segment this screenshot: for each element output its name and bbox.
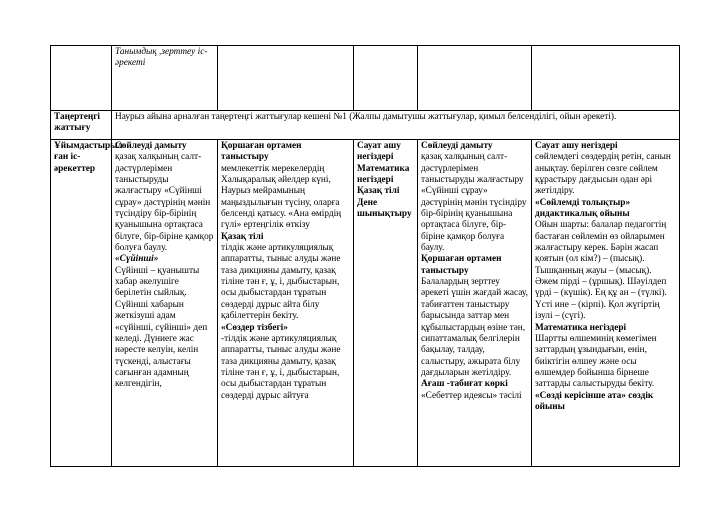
table-cell bbox=[112, 46, 218, 111]
row-label: Таңертеңгі жаттығу bbox=[51, 111, 112, 140]
table-cell bbox=[418, 140, 532, 467]
table-cell bbox=[112, 140, 218, 467]
table-cell bbox=[218, 140, 354, 467]
cell-heading: «Сөйлемді толықтыр» дидактикалық ойыны bbox=[535, 197, 631, 220]
cell-text: Ойын шарты: балалар педагогтің бастаған сөйлемін өз ойларымен жалғастыру керек. Бәрін жасап қоятын (ол кім?) – (пысық). Тышқанның жауы – (мысық). Әжем пірді – (ұршық). Шәуілдеп үрді – (күшік). Ең құ ан – (түлкі). Үсті ине – (кірпі). Қол жүгіртің ізулі – (сүгі). bbox=[535, 220, 667, 322]
table-cell bbox=[354, 46, 418, 111]
cell-heading: Сөйлеуді дамыту bbox=[421, 141, 493, 151]
cell-text: Танымдық ,зерттеу іс-әрекеті bbox=[115, 47, 208, 69]
row-label: Ұйымдастырыл ған іс-әрекеттер bbox=[51, 140, 112, 467]
cell-text: қазақ халқының салт-дәстүрлерімен таныстыруды жалғастыру «Сүйінші сұрау» дәстүрінің мәнін түсіндіру бір-бірінің қуанышына ортақтаса білуге, бір-біріне қамқор болуға баулу. bbox=[115, 152, 214, 254]
cell-text: «Себеттер идеясы» тәсілі bbox=[421, 390, 522, 401]
cell-text: мемлекеттік мерекелердің Халықаралық әйелдер күні, Наурыз мейрамының маңыздылығын түсіну, оларға белсенді қатысу. «Ана өмірдің гүлі» ертеңгілік өткізу bbox=[221, 163, 342, 231]
cell-text: -тілдік және артикуляциялық аппаратты, тыныс алуды және таза дикцияны дамыту, қазақ тіліне тән ғ, ұ, і, дыбыстарын, осы дыбыстардан тұратын сөздерді дұрыс айтуға bbox=[221, 333, 341, 401]
table-cell bbox=[51, 46, 112, 111]
cell-text: қазақ халқының салт-дәстүрлерімен таныстыруды жалғастыру «Сүйінші сұрау» дәстүрінің мәнін түсіндіру бір-бірінің қуанышына ортақтаса білуге, бір-біріне қамқор болуға баулу. bbox=[421, 152, 527, 254]
schedule-table bbox=[50, 45, 680, 467]
cell-text: сөйлемдегі сөздердің ретін, санын анықтау. берілген сөзге сөйлем құрастыру дағдысын одан әрі жетілдіру. bbox=[535, 152, 671, 197]
cell-heading: Ағаш -табиғат көркі bbox=[421, 379, 508, 390]
cell-heading: «Сүйінші» bbox=[115, 254, 159, 265]
cell-content bbox=[115, 141, 214, 465]
cell-heading: «Сөздер тізбегі» bbox=[221, 322, 288, 333]
cell-content bbox=[357, 141, 414, 465]
cell-heading: Сөйлеуді дамыту bbox=[115, 141, 187, 151]
table-cell bbox=[532, 140, 680, 467]
cell-heading: Сауат ашу негіздері bbox=[535, 141, 618, 151]
table-cell bbox=[532, 46, 680, 111]
cell-text: Сүйінші – қуанышты хабар әкелушіге берілетін сыйлық. Сүйінші хабарын жеткізуші адам «сүйінші, сүйінші» деп келеді. Дүниеге жас нәресте келуін, келін түскенді, алыстағы сағынған адамның келгендігін, bbox=[115, 265, 208, 390]
cell-heading: Қазақ тілі bbox=[221, 231, 264, 242]
cell-text: Балалардың зерттеу әрекеті үшін жағдай жасау, табиғаттен таныстыру барысында заттар мен құбылыстардың өзіне тән, сипаттамалық белгілерін бақылау, талдау, салыстыру, ажырата білу дағдыларын жетілдіру. bbox=[421, 277, 528, 378]
cell-heading: Сауат ашу негіздері Математика негіздері Қазақ тілі Дене шынықтыру bbox=[357, 141, 412, 220]
table-row bbox=[51, 46, 680, 111]
cell-heading: «Сөзді керісінше ата» сөздік ойыны bbox=[535, 390, 654, 412]
cell-text: Шартты өлшеминің көмегімен заттардың ұзындығын, енін, биіктігін өлшеу және осы өлшемдер бойынша бірнеше заттарды салыстыруды бекіту. bbox=[535, 333, 657, 390]
table-cell bbox=[418, 46, 532, 111]
cell-heading: Қоршаған ортамен таныстыру bbox=[221, 141, 302, 163]
cell-text: тілдік және артикуляциялық аппаратты, тыныс алуды және таза дикцияны дамыту, қазақ тіліне тән ғ, ұ, і, дыбыстарын, осы дыбыстардан тұратын сөздерді дұрыс айта білу қабілеттерін бекіту. bbox=[221, 243, 341, 322]
cell-heading: Математика негіздері bbox=[535, 322, 627, 333]
table-row bbox=[51, 140, 680, 467]
table-row bbox=[51, 111, 680, 140]
table-cell bbox=[354, 140, 418, 467]
table-cell: Наурыз айына арналған таңертеңгі жаттығулар кешені №1 (Жалпы дамытушы жаттығулар, қимыл белсенділігі, ойын әрекеті). bbox=[112, 111, 680, 140]
cell-content bbox=[535, 141, 676, 465]
cell-content bbox=[221, 141, 350, 465]
cell-heading: Қоршаған ортамен таныстыру bbox=[421, 254, 502, 276]
table-cell bbox=[218, 46, 354, 111]
cell-content bbox=[421, 141, 528, 465]
